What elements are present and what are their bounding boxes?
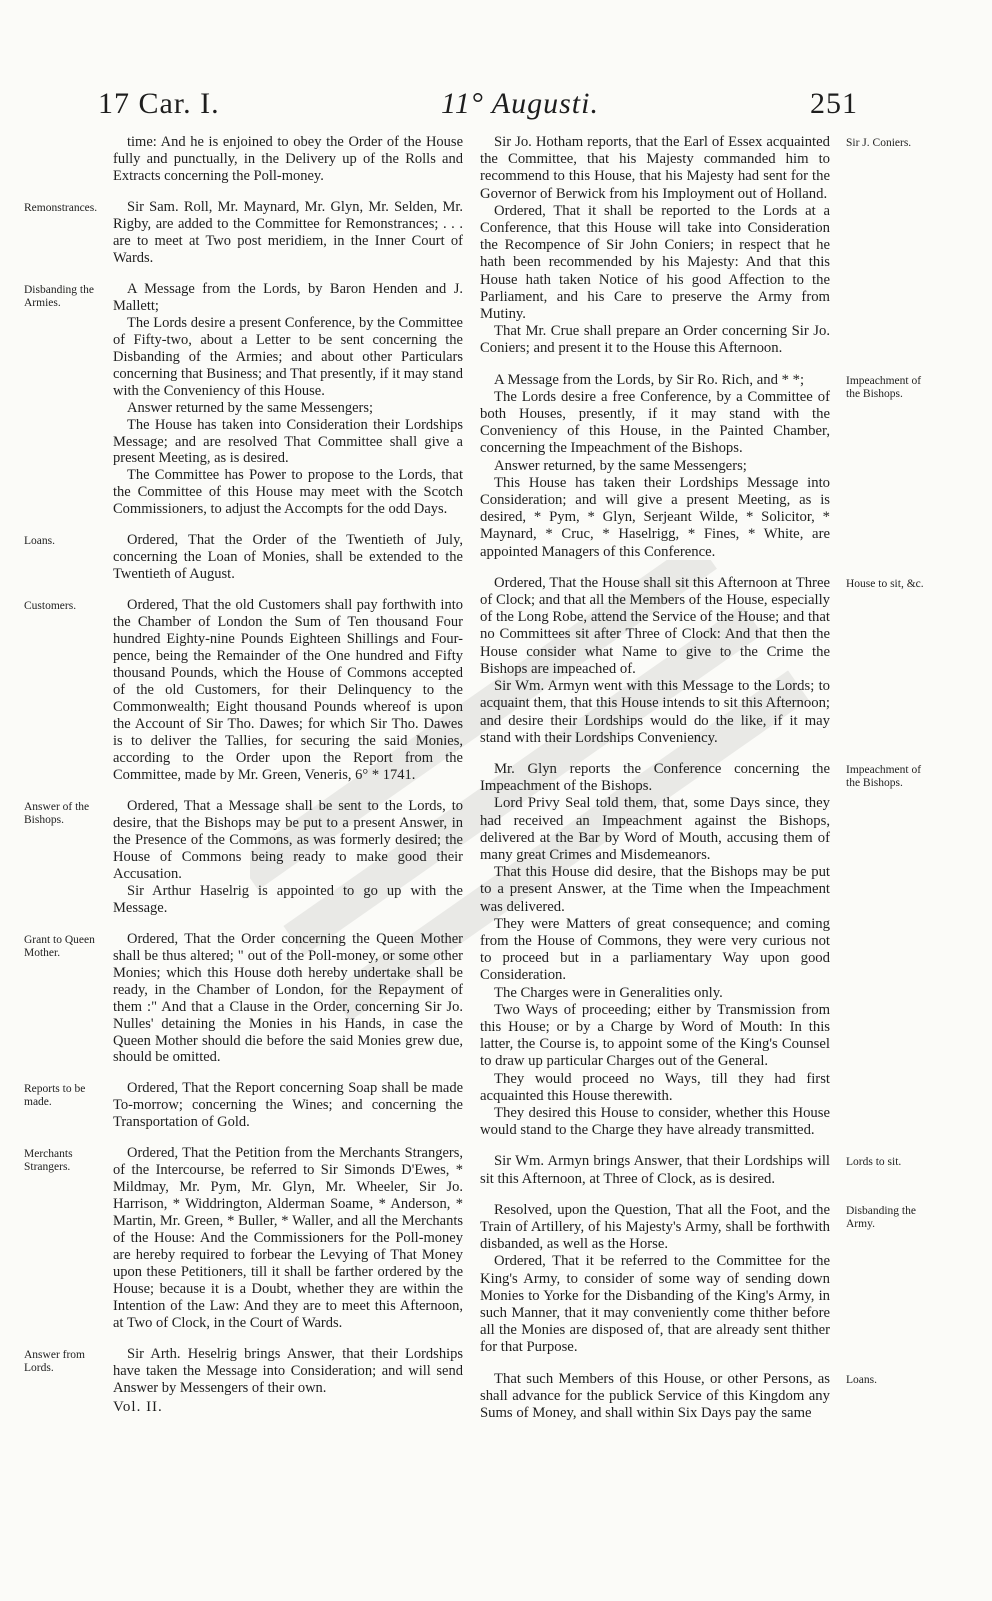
entry-paragraph: Ordered, That it shall be reported to the Lords at a Conference, that this House will take into Consideration the Recompence of Sir John Coniers; in respect that he hath been recommended by his Majesty: And that this House hath taken Notice of his good Affection to the Parliament, and his Care to preserve the Army from Mutiny. (480, 202, 830, 323)
margin-note: Answer of the Bishops. (24, 801, 90, 826)
entry-paragraph: That this House did desire, that the Bishops may be put to a present Answer, at the Time when the Impeachment was delivered. (480, 864, 830, 915)
margin-note: Loans. (24, 535, 55, 547)
entry-paragraph: Resolved, upon the Question, That all the Foot, and the Train of Artillery, of his Majesty's Army, shall be forthwith disbanded, as well as the Horse. (480, 1201, 830, 1253)
entry-paragraph: Ordered, That it be referred to the Committee for the King's Army, to consider of some way of sending down Monies to Yorke for the Disbanding of the King's Army, in such Manner, that it may conveniently come thither before all the Monies are disposed of, that are already sent thither for that Purpose. (480, 1253, 830, 1356)
entry-paragraph: The Charges were in Generalities only. (494, 984, 723, 1001)
right-column (480, 134, 830, 1422)
entry-paragraph: Sir Arthur Haselrig is appointed to go up with the Message. (113, 882, 463, 916)
entry-paragraph: Ordered, That the old Customers shall pay forthwith into the Chamber of London the Sum of Ten thousand Four hundred Eighty-nine Pounds Eighteen Shillings and Four-pence, being the Remainder of the One hundred and Fifty thousand Pounds, which the House of Commons accepted of the old Customers, for their Delinquency to the Commonwealth; Eight thousand Pounds whereof is upon the Account of Sir Tho. Dawes; for which Sir Tho. Dawes is to deliver the Tallies, for securing the said Monies, according to the Order upon the Report from the Committee, made by Mr. Green, Veneris, 6° * 1741. (113, 597, 463, 783)
entry-block (113, 532, 463, 583)
entry-block (113, 281, 463, 519)
page-number: 251 (810, 87, 858, 120)
page-header (0, 84, 992, 132)
entry-block (480, 1202, 830, 1357)
regnal-year: 17 Car. I. (98, 87, 220, 120)
volume-footer: Vol. II. (113, 1399, 163, 1415)
entry-paragraph: Sir Sam. Roll, Mr. Maynard, Mr. Glyn, Mr. Selden, Mr. Rigby, are added to the Committee for Remonstrances; . . . are to meet at Two post meridiem, in the Inner Court of Wards. (113, 198, 463, 266)
entry-paragraph: The Committee has Power to propose to the Lords, that the Committee of this House may meet with the Scotch Commissioners, to adjust the Accompts for the odd Days. (113, 467, 463, 518)
margin-note: Customers. (24, 600, 77, 612)
entry-block (113, 134, 463, 185)
entry-paragraph: Ordered, That the House shall sit this Afternoon at Three of Clock; and that all the Members of the House, especially of the Long Robe, attend the Service of the House; and that no Committees sit after Three of Clock: And that then the House consider what Name to give to the Crime the Bishops are impeached of. (480, 574, 830, 677)
entry-paragraph: time: And he is enjoined to obey the Order of the House fully and punctually, in the Delivery up of the Rolls and Extracts concerning the Poll-money. (113, 134, 463, 184)
entry-paragraph: Sir Arth. Heselrig brings Answer, that their Lordships have taken the Message into Consideration; and will send Answer by Messengers of their own. (113, 1346, 463, 1396)
entry-paragraph: This House has taken their Lordships Message into Consideration; and will give a present Meeting, as is desired, * Pym, * Glyn, Serjeant Wilde, * Solicitor, * Maynard, * Cruc, * Haselrigg, * Fines, * White, are appointed Managers of this Conference. (480, 474, 830, 560)
entry-paragraph: Two Ways of proceeding; either by Transmission from this House; or by a Charge by Word of Mouth: In this latter, the Course is, to appoint some of the King's Counsel to draw up particular Charges out of the General. (480, 1001, 830, 1070)
margin-note: Disbanding the Army. (846, 1205, 916, 1230)
entry-block (113, 199, 463, 267)
margin-note: Loans. (846, 1374, 877, 1386)
entry-paragraph: Mr. Glyn reports the Conference concerning the Impeachment of the Bishops. (480, 760, 830, 795)
margin-note: Remonstrances. (24, 202, 98, 214)
margin-note: Reports to be made. (24, 1083, 86, 1108)
entry-paragraph: Ordered, That the Petition from the Merchants Strangers, of the Intercourse, be referred to Sir Simonds D'Ewes, * Mildmay, Mr. Pym, Mr. Glyn, Mr. Wheeler, Sir Jo. Harrison, * Widdrington, Alderman Soame, * Anderson, * Martin, Mr. Green, * Buller, * Waller, and all the Merchants of the House: And the Commissioners for the Poll-money are hereby required to forbear the Levying of That Money upon these Petitioners, till it shall be farther ordered by the House; because it is a Doubt, whether they are within the Intention of the Law: And they are to meet this Afternoon, at Two of Clock, in the Court of Wards. (113, 1145, 463, 1332)
entry-paragraph: A Message from the Lords, by Sir Ro. Rich, and * *; (494, 371, 805, 388)
entry-block (113, 798, 463, 917)
entry-block (113, 1346, 463, 1397)
entry-paragraph: They desired this House to consider, whether this House would stand to the Charge they have already transmitted. (480, 1104, 830, 1139)
entry-block (113, 597, 463, 784)
margin-note: Lords to sit. (846, 1156, 902, 1168)
margin-note: Impeachment of the Bishops. (846, 375, 922, 400)
left-column (113, 134, 463, 1397)
entry-block (480, 134, 830, 358)
margin-note: Sir J. Coniers. (846, 137, 912, 149)
entry-paragraph: A Message from the Lords, by Baron Henden and J. Mallett; (113, 280, 463, 314)
entry-block (113, 931, 463, 1067)
margin-note: Grant to Queen Mother. (24, 934, 95, 959)
margin-note: Merchants Strangers. (24, 1148, 73, 1173)
margin-note: Impeachment of the Bishops. (846, 764, 922, 789)
entry-paragraph: Answer returned by the same Messengers; (127, 399, 374, 416)
entry-paragraph: Sir Wm. Armyn went with this Message to the Lords; to acquaint them, that this House intends to sit this Afternoon; and desire their Lordships would do the like, if it may stand with their Lordships Conveniency. (480, 678, 830, 746)
entry-paragraph: Ordered, That the Order concerning the Queen Mother shall be thus altered; " out of the Poll-money, or some other Monies; which this House doth hereby undertake shall be ready, in the Chamber of London, for the Repayment of them :" And that a Clause in the Order, concerning Sir Jo. Nulles' detaining the Monies in his Hands, in case the Queen Mother should die before the said Monies grew due, should be omitted. (113, 930, 463, 1066)
entry-block (480, 575, 830, 747)
entry-paragraph: Ordered, That a Message shall be sent to the Lords, to desire, that the Bishops may be put to a present Answer, in the Presence of the Commons, as was formerly desired; the House of Commons being ready to make good their Accusation. (113, 797, 463, 882)
journal-date: 11° Augusti. (441, 87, 599, 120)
entry-paragraph: Lord Privy Seal told them, that, some Days since, they had received an Impeachment against the Bishops, delivered at the Bar by Word of Mouth, accusing them of many great Crimes and Misdemeanors. (480, 795, 830, 863)
entry-paragraph: The Lords desire a free Conference, by a Committee of both Houses, presently, if it may stand with the Conveniency of this House, in the Painted Chamber, concerning the Impeachment of the Bishops. (480, 388, 830, 457)
margin-note: Answer from Lords. (24, 1349, 85, 1374)
entry-paragraph: That Mr. Crue shall prepare an Order concerning Sir Jo. Coniers; and present it to the House this Afternoon. (480, 323, 830, 357)
entry-block (480, 372, 830, 561)
entry-paragraph: Ordered, That the Report concerning Soap shall be made To-morrow; concerning the Wines; and concerning the Transportation of Gold. (113, 1080, 463, 1131)
entry-block (480, 1371, 830, 1423)
entry-block (480, 761, 830, 1139)
entry-block (480, 1153, 830, 1187)
margin-note: House to sit, &c. (846, 578, 924, 590)
entry-paragraph: Sir Jo. Hotham reports, that the Earl of Essex acquainted the Committee, that his Majesty commanded him to recommend to this House, that his Majesty had sent for the Governor of Berwick from his Imployment out of Holland. (480, 134, 830, 202)
entry-paragraph: That such Members of this House, or other Persons, as shall advance for the publick Service of this Kingdom any Sums of Money, and shall within Six Days pay the same (480, 1370, 830, 1422)
entry-paragraph: They were Matters of great consequence; and coming from the House of Commons, they were very curious not to proceed but in a parliamentary Way upon good Consideration. (480, 915, 830, 984)
entry-block (113, 1145, 463, 1332)
entry-paragraph: They would proceed no Ways, till they had first acquainted this House therewith. (480, 1070, 830, 1104)
entry-block (113, 1080, 463, 1131)
entry-paragraph: Ordered, That the Order of the Twentieth of July, concerning the Loan of Monies, shall be extended to the Twentieth of August. (113, 532, 463, 583)
entry-paragraph: Sir Wm. Armyn brings Answer, that their Lordships will sit this Afternoon, at Three of Clock, as is desired. (480, 1153, 830, 1187)
entry-paragraph: The Lords desire a present Conference, by the Committee of Fifty-two, about a Letter to be sent concerning the Disbanding of the Armies; and about other Particulars concerning that Business; and That presently, if it may stand with the Conveniency of this House. (113, 314, 463, 399)
margin-note: Disbanding the Armies. (24, 284, 94, 309)
entry-paragraph: The House has taken into Consideration their Lordships Message; and are resolved That Committee shall give a present Meeting, as is desired. (113, 416, 463, 467)
entry-paragraph: Answer returned, by the same Messengers; (494, 457, 747, 474)
